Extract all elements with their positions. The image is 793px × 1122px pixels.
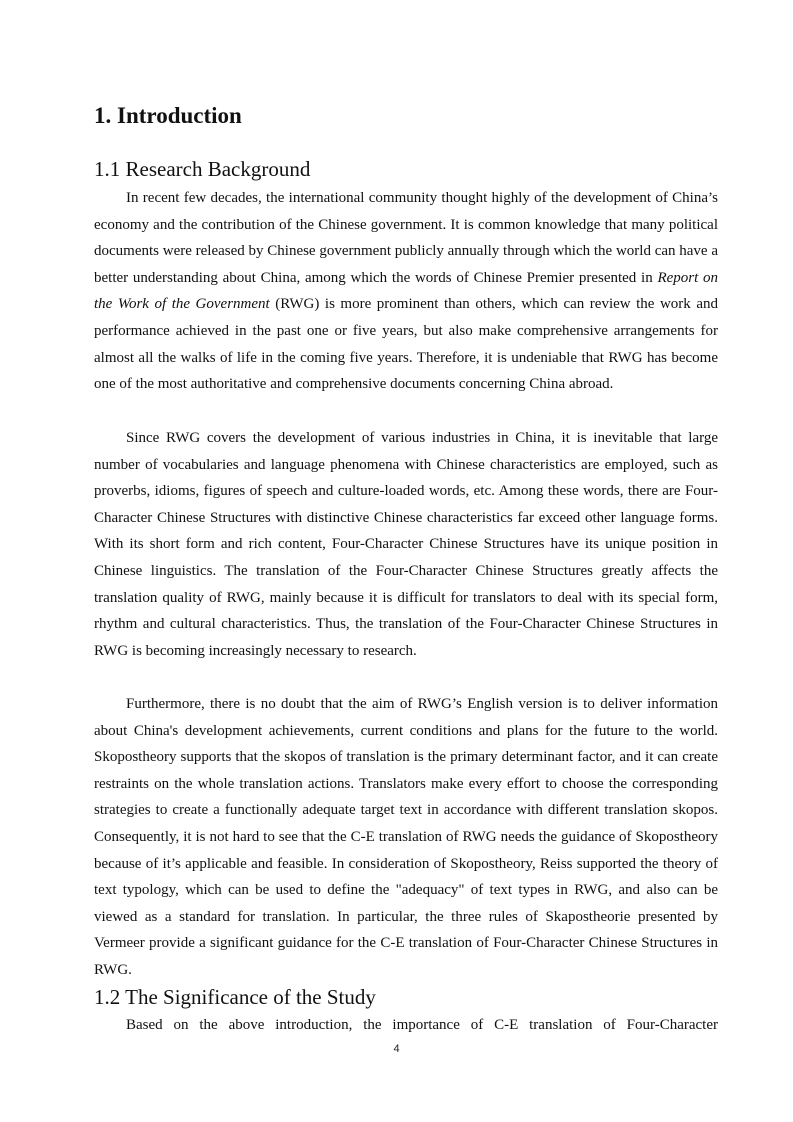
report-title-italic: Report on the Work of the Government (94, 269, 719, 313)
section-heading-research-background: 1.1 Research Background (94, 157, 311, 181)
paragraph-text: (RWG) is more prominent than others, which can review the work and performance achieved in the past one or five years, but also make comprehensive arrangements for almost all the walks of life in the coming five years. Therefore, it is undeniable that RWG has become one of the most authoritative and comprehensive documents concerning China abroad. (94, 296, 718, 393)
paragraph-research-background-2: Since RWG covers the development of various industries in China, it is inevitable that large number of vocabularies and language phenomena with Chinese characteristics are employed, such as proverbs, idioms, figures of speech and culture-loaded words, etc. Among these words, there are Four-Character Chinese Structures with distinctive Chinese characteristics far exceed other language forms. With its short form and rich content, Four-Character Chinese Structures have its unique position in Chinese linguistics. The translation of the Four-Character Chinese Structures greatly affects the translation quality of RWG, mainly because it is difficult for translators to deal with its special form, rhythm and cultural characteristics. Thus, the translation of the Four-Character Chinese Structures in RWG is becoming increasingly necessary to research. (94, 430, 718, 659)
paragraph-research-background-1 (94, 185, 718, 398)
page-number: 4 (393, 1043, 400, 1055)
paragraph-research-background-3: Furthermore, there is no doubt that the aim of RWG’s English version is to deliver information about China's development achievements, current conditions and plans for the future to the world. Skopostheory supports that the skopos of translation is the primary determinant factor, and it can create restraints on the whole translation actions. Translators make every effort to choose the corresponding strategies to create a functionally adequate target text in accordance with different translation skopos. Consequently, it is not hard to see that the C-E translation of RWG needs the guidance of Skopostheory because of it’s applicable and feasible. In consideration of Skopostheory, Reiss supported the theory of text typology, which can be used to define the "adequacy" of text types in RWG, and also can be viewed as a standard for translation. In particular, the three rules of Skapostheorie presented by Vermeer provide a significant guidance for the C-E translation of Four-Character Chinese Structures in RWG. (94, 696, 718, 978)
paragraph-significance-1: Based on the above introduction, the importance of C-E translation of Four-Character (126, 1017, 718, 1033)
paragraph-text: In recent few decades, the international community thought highly of the development of China’s economy and the contribution of the Chinese government. It is common knowledge that many political documents were released by Chinese government publicly annually through which the world can have a better understanding about China, among which the words of Chinese Premier presented in (94, 190, 718, 286)
section-heading-significance: 1.2 The Significance of the Study (94, 985, 376, 1009)
chapter-heading: 1. Introduction (94, 103, 242, 128)
